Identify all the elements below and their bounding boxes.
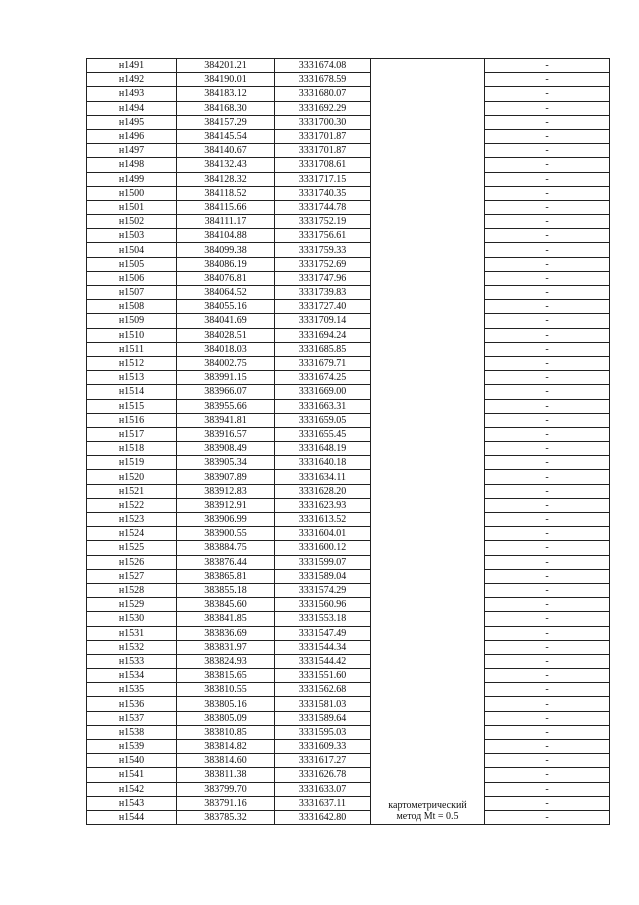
dash-cell: - [485,243,610,257]
table-row [87,342,610,356]
x-coordinate-cell: 383955.66 [177,399,275,413]
y-coordinate-cell: 3331589.04 [275,569,371,583]
x-coordinate-cell: 383785.32 [177,810,275,824]
y-coordinate-cell: 3331701.87 [275,129,371,143]
y-coordinate-cell: 3331628.20 [275,484,371,498]
table-row [87,768,610,782]
point-id-cell: н1514 [87,385,177,399]
dash-cell: - [485,782,610,796]
table-row [87,144,610,158]
point-id-cell: н1519 [87,456,177,470]
point-id-cell: н1540 [87,754,177,768]
table-row [87,782,610,796]
dash-cell: - [485,796,610,810]
y-coordinate-cell: 3331740.35 [275,186,371,200]
y-coordinate-cell: 3331655.45 [275,427,371,441]
dash-cell: - [485,144,610,158]
dash-cell: - [485,569,610,583]
dash-cell: - [485,200,610,214]
table-row [87,413,610,427]
point-id-cell: н1531 [87,626,177,640]
x-coordinate-cell: 383900.55 [177,527,275,541]
dash-cell: - [485,328,610,342]
x-coordinate-cell: 384028.51 [177,328,275,342]
y-coordinate-cell: 3331747.96 [275,271,371,285]
x-coordinate-cell: 383836.69 [177,626,275,640]
y-coordinate-cell: 3331562.68 [275,683,371,697]
point-id-cell: н1509 [87,314,177,328]
y-coordinate-cell: 3331694.24 [275,328,371,342]
dash-cell: - [485,59,610,73]
point-id-cell: н1497 [87,144,177,158]
table-row [87,328,610,342]
y-coordinate-cell: 3331609.33 [275,740,371,754]
point-id-cell: н1491 [87,59,177,73]
dash-cell: - [485,527,610,541]
x-coordinate-cell: 383831.97 [177,640,275,654]
point-id-cell: н1492 [87,73,177,87]
table-row [87,399,610,413]
table-row [87,456,610,470]
x-coordinate-cell: 383905.34 [177,456,275,470]
dash-cell: - [485,427,610,441]
point-id-cell: н1498 [87,158,177,172]
dash-cell: - [485,583,610,597]
table-row [87,555,610,569]
x-coordinate-cell: 384099.38 [177,243,275,257]
y-coordinate-cell: 3331709.14 [275,314,371,328]
point-id-cell: н1508 [87,300,177,314]
table-row [87,541,610,555]
table-row [87,158,610,172]
y-coordinate-cell: 3331663.31 [275,399,371,413]
table-row [87,129,610,143]
x-coordinate-cell: 384145.54 [177,129,275,143]
point-id-cell: н1517 [87,427,177,441]
y-coordinate-cell: 3331756.61 [275,229,371,243]
point-id-cell: н1523 [87,513,177,527]
y-coordinate-cell: 3331759.33 [275,243,371,257]
table-row [87,740,610,754]
dash-cell: - [485,257,610,271]
y-coordinate-cell: 3331659.05 [275,413,371,427]
point-id-cell: н1524 [87,527,177,541]
point-id-cell: н1516 [87,413,177,427]
x-coordinate-cell: 383906.99 [177,513,275,527]
point-id-cell: н1525 [87,541,177,555]
y-coordinate-cell: 3331634.11 [275,470,371,484]
y-coordinate-cell: 3331680.07 [275,87,371,101]
dash-cell: - [485,725,610,739]
x-coordinate-cell: 384086.19 [177,257,275,271]
dash-cell: - [485,73,610,87]
point-id-cell: н1528 [87,583,177,597]
table-row [87,612,610,626]
y-coordinate-cell: 3331547.49 [275,626,371,640]
point-id-cell: н1526 [87,555,177,569]
table-row [87,427,610,441]
point-id-cell: н1500 [87,186,177,200]
x-coordinate-cell: 384190.01 [177,73,275,87]
dash-cell: - [485,286,610,300]
x-coordinate-cell: 383991.15 [177,371,275,385]
table-row [87,101,610,115]
x-coordinate-cell: 384041.69 [177,314,275,328]
y-coordinate-cell: 3331626.78 [275,768,371,782]
dash-cell: - [485,640,610,654]
point-id-cell: н1536 [87,697,177,711]
point-id-cell: н1503 [87,229,177,243]
point-id-cell: н1504 [87,243,177,257]
y-coordinate-cell: 3331752.19 [275,215,371,229]
x-coordinate-cell: 383884.75 [177,541,275,555]
x-coordinate-cell: 383907.89 [177,470,275,484]
point-id-cell: н1496 [87,129,177,143]
x-coordinate-cell: 383791.16 [177,796,275,810]
dash-cell: - [485,484,610,498]
x-coordinate-cell: 384157.29 [177,115,275,129]
point-id-cell: н1529 [87,598,177,612]
x-coordinate-cell: 383799.70 [177,782,275,796]
dash-cell: - [485,172,610,186]
x-coordinate-cell: 384055.16 [177,300,275,314]
table-row [87,229,610,243]
table-row [87,654,610,668]
dash-cell: - [485,541,610,555]
point-id-cell: н1502 [87,215,177,229]
dash-cell: - [485,314,610,328]
point-id-cell: н1520 [87,470,177,484]
point-id-cell: н1535 [87,683,177,697]
y-coordinate-cell: 3331623.93 [275,498,371,512]
x-coordinate-cell: 384128.32 [177,172,275,186]
dash-cell: - [485,442,610,456]
point-id-cell: н1495 [87,115,177,129]
y-coordinate-cell: 3331544.34 [275,640,371,654]
y-coordinate-cell: 3331700.30 [275,115,371,129]
dash-cell: - [485,399,610,413]
x-coordinate-cell: 383805.16 [177,697,275,711]
point-id-cell: н1527 [87,569,177,583]
dash-cell: - [485,555,610,569]
table-row [87,200,610,214]
x-coordinate-cell: 384002.75 [177,356,275,370]
dash-cell: - [485,356,610,370]
table-row [87,598,610,612]
y-coordinate-cell: 3331692.29 [275,101,371,115]
table-row [87,371,610,385]
table-row [87,271,610,285]
x-coordinate-cell: 383916.57 [177,427,275,441]
table-row [87,356,610,370]
y-coordinate-cell: 3331685.85 [275,342,371,356]
y-coordinate-cell: 3331717.15 [275,172,371,186]
y-coordinate-cell: 3331674.08 [275,59,371,73]
y-coordinate-cell: 3331752.69 [275,257,371,271]
dash-cell: - [485,158,610,172]
dash-cell: - [485,385,610,399]
y-coordinate-cell: 3331674.25 [275,371,371,385]
x-coordinate-cell: 383815.65 [177,669,275,683]
table-row [87,498,610,512]
dash-cell: - [485,711,610,725]
y-coordinate-cell: 3331633.07 [275,782,371,796]
y-coordinate-cell: 3331553.18 [275,612,371,626]
table-row [87,59,610,73]
table-row [87,583,610,597]
table-row [87,810,610,824]
point-id-cell: н1510 [87,328,177,342]
point-id-cell: н1534 [87,669,177,683]
x-coordinate-cell: 384104.88 [177,229,275,243]
method-note-line1: картометрический [388,800,467,812]
table-row [87,683,610,697]
y-coordinate-cell: 3331669.00 [275,385,371,399]
table-row [87,725,610,739]
y-coordinate-cell: 3331642.80 [275,810,371,824]
dash-cell: - [485,186,610,200]
y-coordinate-cell: 3331551.60 [275,669,371,683]
dash-cell: - [485,612,610,626]
dash-cell: - [485,669,610,683]
y-coordinate-cell: 3331640.18 [275,456,371,470]
point-id-cell: н1542 [87,782,177,796]
table-row [87,286,610,300]
x-coordinate-cell: 384111.17 [177,215,275,229]
table-row [87,754,610,768]
table-row [87,711,610,725]
y-coordinate-cell: 3331637.11 [275,796,371,810]
dash-cell: - [485,413,610,427]
dash-cell: - [485,371,610,385]
y-coordinate-cell: 3331617.27 [275,754,371,768]
table-row [87,626,610,640]
x-coordinate-cell: 383824.93 [177,654,275,668]
point-id-cell: н1499 [87,172,177,186]
y-coordinate-cell: 3331701.87 [275,144,371,158]
point-id-cell: н1505 [87,257,177,271]
dash-cell: - [485,740,610,754]
point-id-cell: н1543 [87,796,177,810]
dash-cell: - [485,626,610,640]
x-coordinate-cell: 383908.49 [177,442,275,456]
x-coordinate-cell: 383810.85 [177,725,275,739]
point-id-cell: н1501 [87,200,177,214]
x-coordinate-cell: 384168.30 [177,101,275,115]
x-coordinate-cell: 384132.43 [177,158,275,172]
x-coordinate-cell: 384018.03 [177,342,275,356]
dash-cell: - [485,470,610,484]
point-id-cell: н1493 [87,87,177,101]
point-id-cell: н1530 [87,612,177,626]
y-coordinate-cell: 3331581.03 [275,697,371,711]
method-note-line2: метод Mt = 0.5 [396,811,459,823]
point-id-cell: н1538 [87,725,177,739]
point-id-cell: н1532 [87,640,177,654]
y-coordinate-cell: 3331708.61 [275,158,371,172]
y-coordinate-cell: 3331739.83 [275,286,371,300]
table-row [87,385,610,399]
x-coordinate-cell: 383805.09 [177,711,275,725]
dash-cell: - [485,300,610,314]
point-id-cell: н1506 [87,271,177,285]
coordinates-table [86,58,610,825]
dash-cell: - [485,498,610,512]
x-coordinate-cell: 384140.67 [177,144,275,158]
dash-cell: - [485,456,610,470]
y-coordinate-cell: 3331678.59 [275,73,371,87]
x-coordinate-cell: 383814.82 [177,740,275,754]
x-coordinate-cell: 384118.52 [177,186,275,200]
x-coordinate-cell: 384183.12 [177,87,275,101]
y-coordinate-cell: 3331560.96 [275,598,371,612]
table-row [87,186,610,200]
point-id-cell: н1533 [87,654,177,668]
table-row [87,484,610,498]
table-row [87,796,610,810]
dash-cell: - [485,598,610,612]
point-id-cell: н1539 [87,740,177,754]
table-row [87,172,610,186]
x-coordinate-cell: 383941.81 [177,413,275,427]
point-id-cell: н1544 [87,810,177,824]
point-id-cell: н1512 [87,356,177,370]
point-id-cell: н1494 [87,101,177,115]
table-row [87,115,610,129]
x-coordinate-cell: 383811.38 [177,768,275,782]
dash-cell: - [485,215,610,229]
x-coordinate-cell: 383841.85 [177,612,275,626]
dash-cell: - [485,654,610,668]
x-coordinate-cell: 383876.44 [177,555,275,569]
table-row [87,442,610,456]
dash-cell: - [485,101,610,115]
x-coordinate-cell: 383810.55 [177,683,275,697]
dash-cell: - [485,513,610,527]
table-row [87,697,610,711]
x-coordinate-cell: 383865.81 [177,569,275,583]
table-row [87,314,610,328]
table-row [87,300,610,314]
point-id-cell: н1511 [87,342,177,356]
dash-cell: - [485,697,610,711]
table-row [87,669,610,683]
x-coordinate-cell: 383912.91 [177,498,275,512]
y-coordinate-cell: 3331600.12 [275,541,371,555]
table-row [87,569,610,583]
dash-cell: - [485,229,610,243]
point-id-cell: н1515 [87,399,177,413]
table-row [87,215,610,229]
dash-cell: - [485,342,610,356]
table-row [87,513,610,527]
method-note-cell [371,59,485,825]
y-coordinate-cell: 3331744.78 [275,200,371,214]
y-coordinate-cell: 3331604.01 [275,527,371,541]
table-row [87,527,610,541]
dash-cell: - [485,683,610,697]
x-coordinate-cell: 383845.60 [177,598,275,612]
x-coordinate-cell: 384115.66 [177,200,275,214]
table-row [87,257,610,271]
dash-cell: - [485,271,610,285]
table-row [87,73,610,87]
coordinates-table-body [87,59,610,825]
point-id-cell: н1507 [87,286,177,300]
x-coordinate-cell: 383966.07 [177,385,275,399]
dash-cell: - [485,810,610,824]
dash-cell: - [485,129,610,143]
table-row [87,87,610,101]
point-id-cell: н1537 [87,711,177,725]
x-coordinate-cell: 383855.18 [177,583,275,597]
table-row [87,470,610,484]
y-coordinate-cell: 3331727.40 [275,300,371,314]
x-coordinate-cell: 384076.81 [177,271,275,285]
y-coordinate-cell: 3331595.03 [275,725,371,739]
y-coordinate-cell: 3331589.64 [275,711,371,725]
point-id-cell: н1521 [87,484,177,498]
point-id-cell: н1513 [87,371,177,385]
y-coordinate-cell: 3331648.19 [275,442,371,456]
x-coordinate-cell: 384064.52 [177,286,275,300]
table-row [87,640,610,654]
x-coordinate-cell: 383912.83 [177,484,275,498]
x-coordinate-cell: 384201.21 [177,59,275,73]
table-row [87,243,610,257]
y-coordinate-cell: 3331679.71 [275,356,371,370]
y-coordinate-cell: 3331544.42 [275,654,371,668]
y-coordinate-cell: 3331599.07 [275,555,371,569]
dash-cell: - [485,768,610,782]
dash-cell: - [485,87,610,101]
x-coordinate-cell: 383814.60 [177,754,275,768]
point-id-cell: н1522 [87,498,177,512]
point-id-cell: н1518 [87,442,177,456]
dash-cell: - [485,754,610,768]
dash-cell: - [485,115,610,129]
y-coordinate-cell: 3331613.52 [275,513,371,527]
point-id-cell: н1541 [87,768,177,782]
y-coordinate-cell: 3331574.29 [275,583,371,597]
